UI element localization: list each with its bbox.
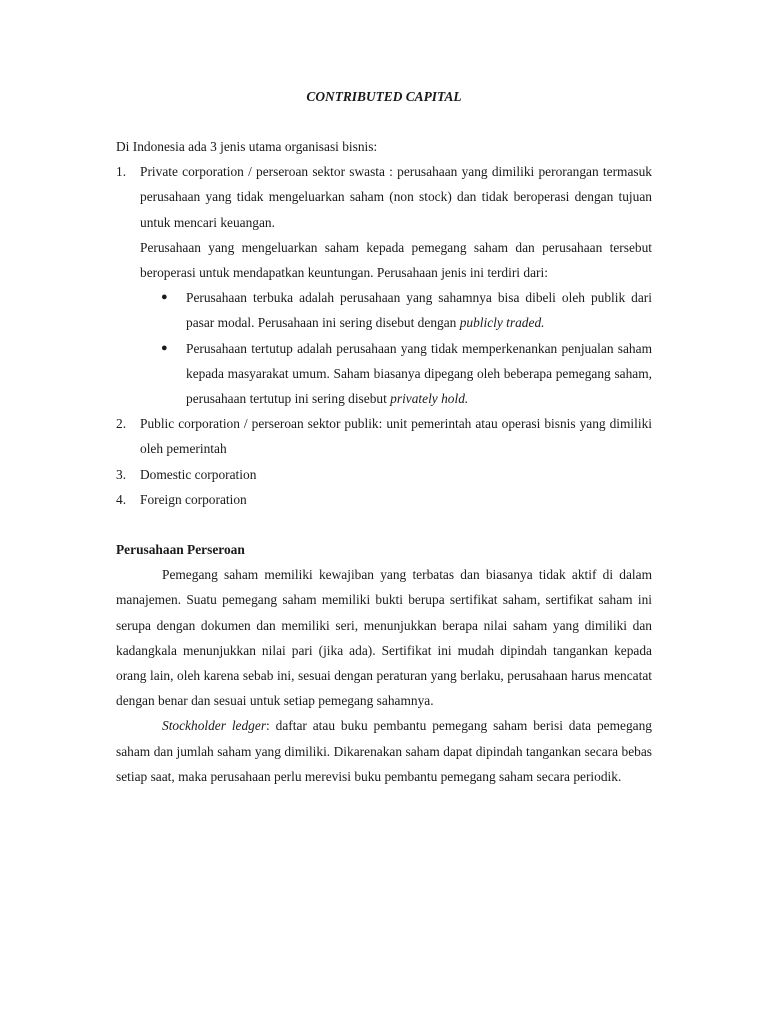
- section-heading: Perusahaan Perseroan: [116, 542, 245, 558]
- bullet-item-1: [140, 285, 652, 335]
- list-item-sub-paragraph: Perusahaan yang mengeluarkan saham kepada pemegang saham dan perusahaan tersebut beroperasi untuk mendapatkan keuntungan. Perusahaan jenis ini terdiri dari:: [140, 239, 652, 281]
- section-paragraph-2-text: : daftar atau buku pembantu pemegang saham berisi data pemegang saham dan jumlah saham yang dimiliki. Dikarenakan saham dapat dipindah tangankan secara bebas setiap saat, maka perusahaan perlu merevisi buku pembantu pemegang saham secara periodik.: [116, 718, 653, 784]
- bullet-term: privately hold: [390, 391, 465, 407]
- list-item-3: [116, 462, 652, 487]
- bullet-list: [140, 285, 652, 411]
- list-item-text: Private corporation / perseroan sektor swasta : perusahaan yang dimiliki perorangan termasuk perusahaan yang tidak mengeluarkan saham (non stock) dan tidak beroperasi dengan tujuan untuk mencari keuangan.: [140, 164, 652, 230]
- bullet-icon: ●: [161, 291, 168, 304]
- list-item-2: [116, 411, 652, 461]
- list-number: 1.: [116, 164, 127, 180]
- list-item-1: [116, 159, 652, 411]
- intro-text: Di Indonesia ada 3 jenis utama organisasi bisnis:: [116, 139, 378, 154]
- document-page: [116, 88, 652, 789]
- list-number: 4.: [116, 491, 127, 507]
- list-item-text: Domestic corporation: [140, 466, 257, 482]
- list-number: 2.: [116, 416, 127, 432]
- bullet-icon: ●: [161, 341, 168, 354]
- section-paragraph-1: Pemegang saham memiliki kewajiban yang terbatas dan biasanya tidak aktif di dalam manajemen. Suatu pemegang saham memiliki bukti berupa sertifikat saham, sertifikat saham ini serupa dengan dokumen dan memiliki seri, menunjukkan berapa nilai saham yang dimiliki dan kadangkala menunjukkan nilai pari (jika ada). Sertifikat ini mudah dipindah tangankan kepada orang lain, oleh karena sebab ini, sesuai dengan peraturan yang berlaku, perusahaan harus mencatat dengan benar dan sesuai untuk setiap pemegang sahamnya.: [116, 567, 652, 709]
- organization-list: [116, 159, 652, 512]
- section-paragraph-2: [116, 713, 652, 789]
- bullet-term-end: .: [541, 315, 545, 331]
- bullet-item-2: [140, 336, 652, 412]
- bullet-term-end: .: [464, 391, 469, 407]
- list-item-text: Public corporation / perseroan sektor publik: unit pemerintah atau operasi bisnis yang dimiliki oleh pemerintah: [140, 416, 652, 457]
- bullet-term: publicly traded: [459, 315, 542, 331]
- bullet-text: Perusahaan tertutup adalah perusahaan yang tidak memperkenankan penjualan saham kepada masyarakat umum. Saham biasanya dipegang oleh beberapa pemegang saham, perusahaan tertutup ini sering disebut: [186, 340, 652, 407]
- list-number: 3.: [116, 466, 127, 482]
- list-item-text: Foreign corporation: [140, 491, 247, 507]
- stockholder-ledger-term: Stockholder ledger: [162, 718, 267, 734]
- document-title: CONTRIBUTED CAPITAL: [306, 89, 462, 104]
- bullet-text: Perusahaan terbuka adalah perusahaan yang sahamnya bisa dibeli oleh publik dari pasar modal. Perusahaan ini sering disebut dengan: [186, 290, 652, 331]
- list-item-4: [116, 487, 652, 512]
